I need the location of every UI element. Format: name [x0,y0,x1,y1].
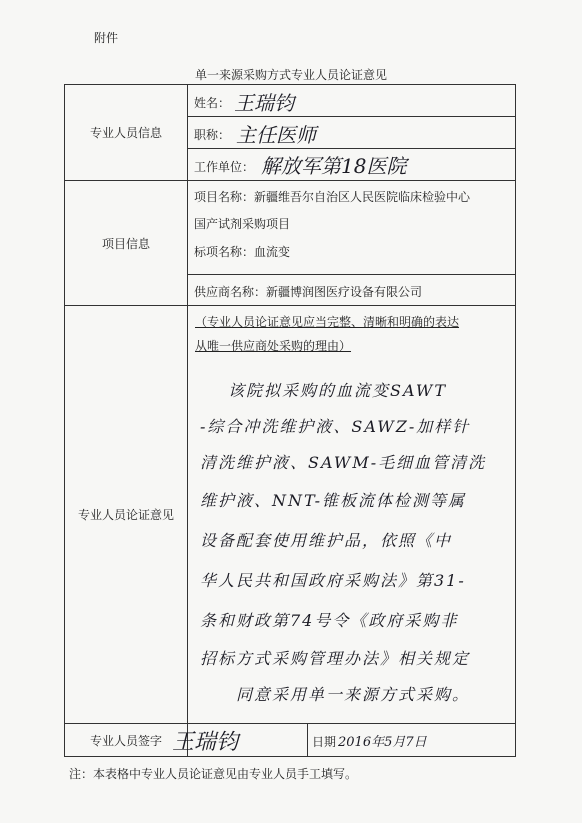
signature-cell [172,724,516,757]
opinion-body [188,306,515,723]
supplier-label: 供应商名称： [194,285,267,299]
expert-info-label: 专业人员信息 [65,85,188,181]
opinion-line: 设备配套使用维护品，依照《中 [200,531,453,550]
opinion-label: 专业人员论证意见 [65,306,188,724]
title-handwriting: 主任医师 [236,123,316,147]
opinion-line: 维护液、NNT-锥板流体检测等属 [200,491,467,510]
name-label: 姓名： [194,96,231,110]
supplier-value: 新疆博润图医疗设备有限公司 [266,285,423,299]
project-info-label: 项目信息 [65,181,188,306]
signature-label: 专业人员签字 [65,724,188,757]
lot-label: 标项名称： [194,245,255,259]
attachment-label: 附件 [94,31,119,45]
opinion-line: -综合冲洗维护液、SAWZ-加样针 [200,417,471,436]
unit-row [188,149,515,180]
opinion-form-table [64,84,516,757]
lot-name [194,239,290,266]
form-title: 单一来源采购方式专业人员论证意见 [194,68,387,82]
signature-row [172,724,515,756]
opinion-line: 条和财政第74号令《政府采购非 [200,611,459,630]
date-handwriting: 2016年5月7日 [338,735,427,750]
opinion-line: 该院拟采购的血流变SAWT [228,381,447,400]
expert-info-cell [188,85,516,181]
opinion-hint-line2: 从唯一供应商处采购的理由） [195,339,352,353]
signature-divider [307,724,308,756]
date-label: 日期 [312,735,337,749]
footer-note: 注：本表格中专业人员论证意见由专业人员手工填写。 [69,767,358,781]
project-info-cell [188,181,516,306]
unit-handwriting: 解放军第18医院 [261,154,407,178]
project-name-line2: 国产试剂采购项目 [194,217,291,231]
opinion-line: 清洗维护液、SAWM-毛细血管清洗 [200,453,487,472]
title-label: 职称： [194,128,231,142]
supplier-name [194,283,422,300]
name-handwriting: 王瑞钧 [234,91,294,115]
project-row [188,181,515,275]
opinion-cell [188,306,516,724]
name-row [188,85,515,117]
title-row [188,117,515,149]
signature-handwriting: 王瑞钧 [172,730,239,755]
opinion-line: 同意采用单一来源方式采购。 [236,685,471,704]
opinion-line: 华人民共和国政府采购法》第31- [200,571,466,590]
supplier-row [188,275,515,305]
lot-value: 血流变 [254,245,291,259]
project-name-line1: 项目名称：新疆维吾尔自治区人民医院临床检验中心 [194,190,471,204]
opinion-line: 招标方式采购管理办法》相关规定 [200,649,471,668]
unit-label: 工作单位： [194,160,255,174]
opinion-hint-line1: （专业人员论证意见应当完整、清晰和明确的表达 [195,315,460,329]
